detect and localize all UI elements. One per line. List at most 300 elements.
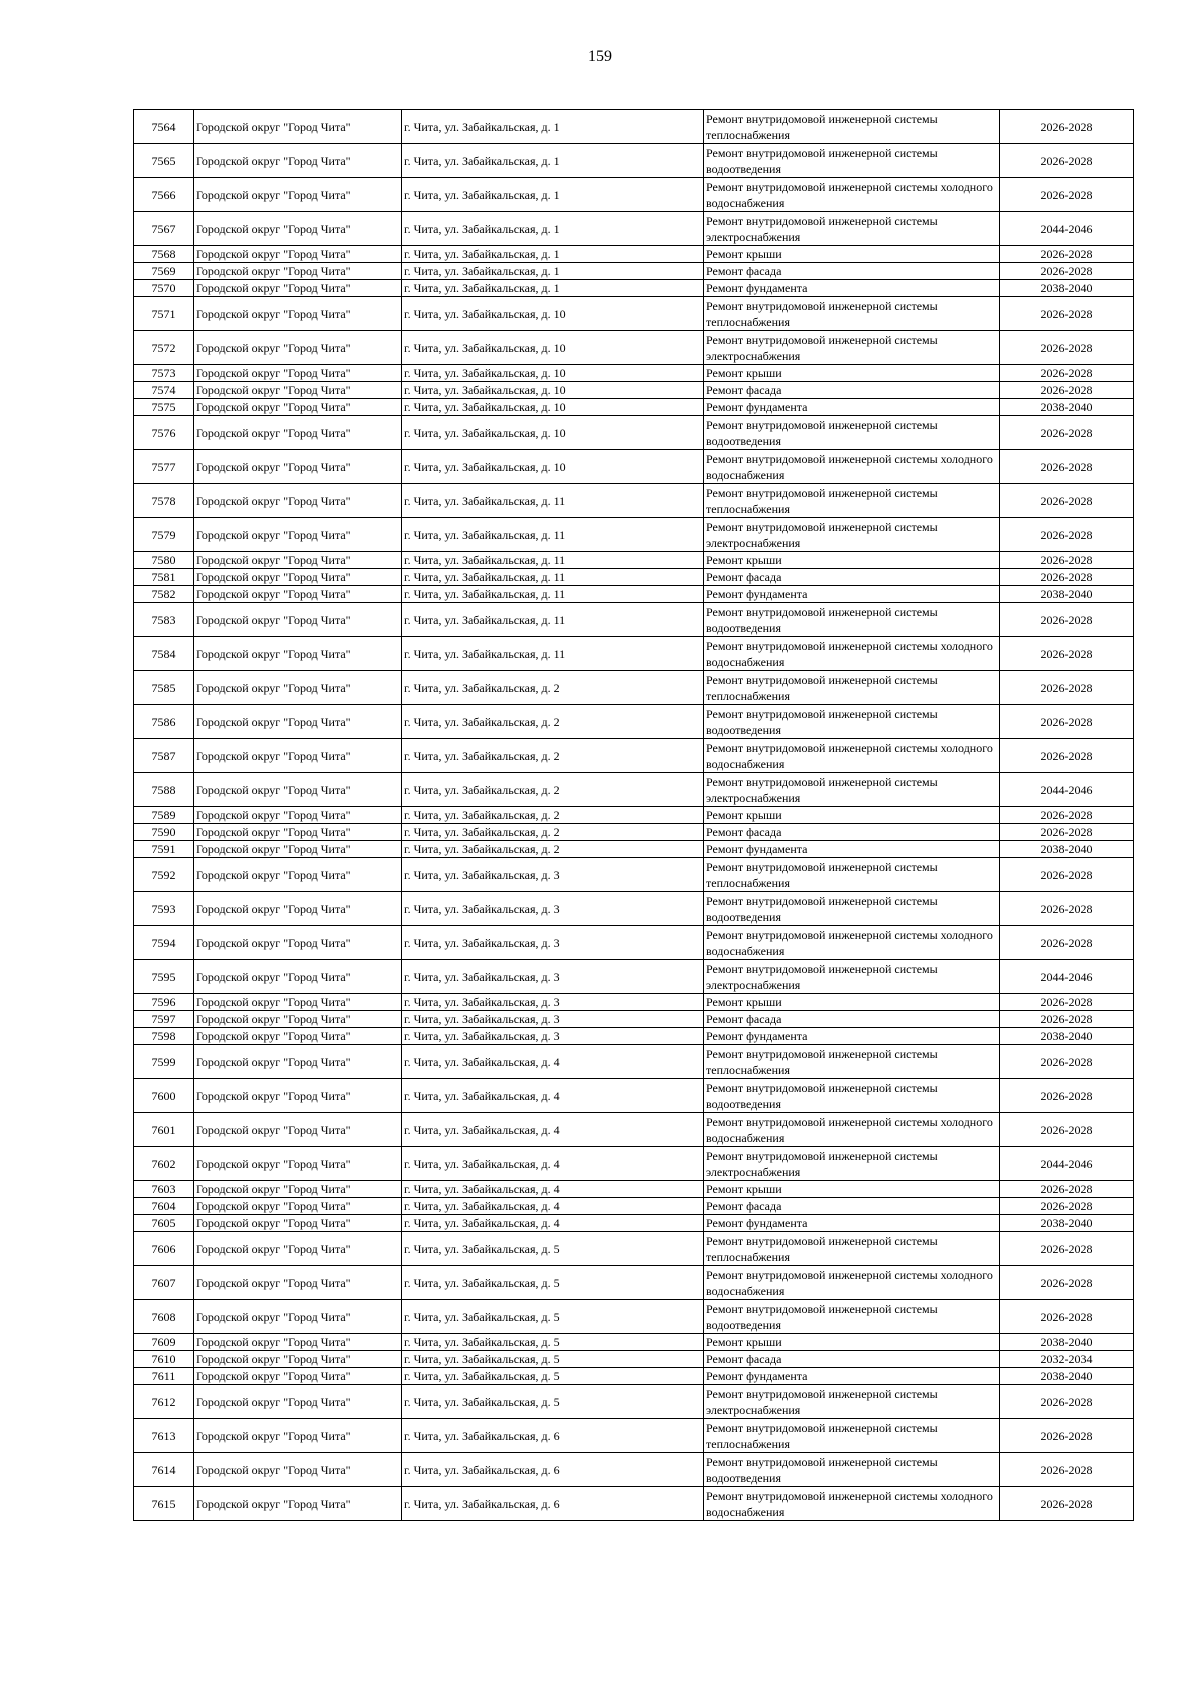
municipality-cell: Городской округ "Город Чита" — [194, 773, 402, 807]
row-number-cell: 7594 — [134, 926, 194, 960]
row-number-cell: 7565 — [134, 144, 194, 178]
row-number-cell: 7607 — [134, 1266, 194, 1300]
table-row — [134, 365, 1134, 382]
municipality-cell: Городской округ "Город Чита" — [194, 144, 402, 178]
municipality-cell: Городской округ "Город Чита" — [194, 263, 402, 280]
period-cell: 2026-2028 — [1000, 1487, 1134, 1521]
address-cell: г. Чита, ул. Забайкальская, д. 4 — [402, 1079, 704, 1113]
row-number-cell: 7610 — [134, 1351, 194, 1368]
municipality-cell: Городской округ "Город Чита" — [194, 1368, 402, 1385]
work-type-cell: Ремонт внутридомовой инженерной системы водоотведения — [704, 1300, 1000, 1334]
address-cell: г. Чита, ул. Забайкальская, д. 2 — [402, 807, 704, 824]
municipality-cell: Городской округ "Город Чита" — [194, 484, 402, 518]
table-row — [134, 841, 1134, 858]
row-number-cell: 7609 — [134, 1334, 194, 1351]
address-cell: г. Чита, ул. Забайкальская, д. 5 — [402, 1368, 704, 1385]
work-type-cell: Ремонт фундамента — [704, 1028, 1000, 1045]
municipality-cell: Городской округ "Город Чита" — [194, 1011, 402, 1028]
period-cell: 2026-2028 — [1000, 1113, 1134, 1147]
address-cell: г. Чита, ул. Забайкальская, д. 3 — [402, 1011, 704, 1028]
row-number-cell: 7596 — [134, 994, 194, 1011]
address-cell: г. Чита, ул. Забайкальская, д. 2 — [402, 773, 704, 807]
table-row — [134, 1198, 1134, 1215]
address-cell: г. Чита, ул. Забайкальская, д. 11 — [402, 484, 704, 518]
address-cell: г. Чита, ул. Забайкальская, д. 1 — [402, 246, 704, 263]
period-cell: 2026-2028 — [1000, 331, 1134, 365]
period-cell: 2026-2028 — [1000, 1198, 1134, 1215]
period-cell: 2038-2040 — [1000, 1368, 1134, 1385]
period-cell: 2038-2040 — [1000, 586, 1134, 603]
period-cell: 2044-2046 — [1000, 212, 1134, 246]
municipality-cell: Городской округ "Город Чита" — [194, 1045, 402, 1079]
address-cell: г. Чита, ул. Забайкальская, д. 5 — [402, 1266, 704, 1300]
municipality-cell: Городской округ "Город Чита" — [194, 671, 402, 705]
table-row — [134, 1487, 1134, 1521]
period-cell: 2026-2028 — [1000, 1419, 1134, 1453]
row-number-cell: 7573 — [134, 365, 194, 382]
work-type-cell: Ремонт фасада — [704, 1351, 1000, 1368]
row-number-cell: 7584 — [134, 637, 194, 671]
municipality-cell: Городской округ "Город Чита" — [194, 382, 402, 399]
table-row — [134, 1028, 1134, 1045]
address-cell: г. Чита, ул. Забайкальская, д. 3 — [402, 892, 704, 926]
work-type-cell: Ремонт фундамента — [704, 1215, 1000, 1232]
row-number-cell: 7579 — [134, 518, 194, 552]
table-row — [134, 212, 1134, 246]
municipality-cell: Городской округ "Город Чита" — [194, 960, 402, 994]
row-number-cell: 7615 — [134, 1487, 194, 1521]
table-row — [134, 280, 1134, 297]
work-type-cell: Ремонт внутридомовой инженерной системы теплоснабжения — [704, 858, 1000, 892]
work-type-cell: Ремонт внутридомовой инженерной системы водоотведения — [704, 1079, 1000, 1113]
work-type-cell: Ремонт внутридомовой инженерной системы электроснабжения — [704, 773, 1000, 807]
municipality-cell: Городской округ "Город Чита" — [194, 705, 402, 739]
work-type-cell: Ремонт крыши — [704, 1334, 1000, 1351]
work-type-cell: Ремонт фундамента — [704, 841, 1000, 858]
work-type-cell: Ремонт крыши — [704, 807, 1000, 824]
row-number-cell: 7581 — [134, 569, 194, 586]
work-type-cell: Ремонт внутридомовой инженерной системы водоотведения — [704, 603, 1000, 637]
row-number-cell: 7604 — [134, 1198, 194, 1215]
table-row — [134, 178, 1134, 212]
table-row — [134, 1385, 1134, 1419]
period-cell: 2038-2040 — [1000, 1215, 1134, 1232]
municipality-cell: Городской округ "Город Чита" — [194, 807, 402, 824]
table-row — [134, 382, 1134, 399]
table-row — [134, 1300, 1134, 1334]
period-cell: 2032-2034 — [1000, 1351, 1134, 1368]
table-row — [134, 1232, 1134, 1266]
table-row — [134, 1334, 1134, 1351]
address-cell: г. Чита, ул. Забайкальская, д. 11 — [402, 586, 704, 603]
row-number-cell: 7614 — [134, 1453, 194, 1487]
period-cell: 2026-2028 — [1000, 926, 1134, 960]
table-row — [134, 246, 1134, 263]
municipality-cell: Городской округ "Город Чита" — [194, 841, 402, 858]
table-row — [134, 824, 1134, 841]
municipality-cell: Городской округ "Город Чита" — [194, 858, 402, 892]
table-row — [134, 1181, 1134, 1198]
work-type-cell: Ремонт внутридомовой инженерной системы холодного водоснабжения — [704, 1487, 1000, 1521]
work-type-cell: Ремонт внутридомовой инженерной системы электроснабжения — [704, 1147, 1000, 1181]
municipality-cell: Городской округ "Город Чита" — [194, 1181, 402, 1198]
row-number-cell: 7602 — [134, 1147, 194, 1181]
period-cell: 2026-2028 — [1000, 1232, 1134, 1266]
table-row — [134, 1419, 1134, 1453]
row-number-cell: 7603 — [134, 1181, 194, 1198]
period-cell: 2038-2040 — [1000, 280, 1134, 297]
period-cell: 2026-2028 — [1000, 824, 1134, 841]
work-type-cell: Ремонт внутридомовой инженерной системы теплоснабжения — [704, 671, 1000, 705]
row-number-cell: 7568 — [134, 246, 194, 263]
table-row — [134, 416, 1134, 450]
address-cell: г. Чита, ул. Забайкальская, д. 4 — [402, 1113, 704, 1147]
period-cell: 2026-2028 — [1000, 382, 1134, 399]
work-type-cell: Ремонт внутридомовой инженерной системы электроснабжения — [704, 960, 1000, 994]
address-cell: г. Чита, ул. Забайкальская, д. 3 — [402, 926, 704, 960]
row-number-cell: 7575 — [134, 399, 194, 416]
row-number-cell: 7611 — [134, 1368, 194, 1385]
row-number-cell: 7605 — [134, 1215, 194, 1232]
address-cell: г. Чита, ул. Забайкальская, д. 6 — [402, 1453, 704, 1487]
address-cell: г. Чита, ул. Забайкальская, д. 11 — [402, 637, 704, 671]
period-cell: 2026-2028 — [1000, 739, 1134, 773]
work-type-cell: Ремонт фасада — [704, 824, 1000, 841]
period-cell: 2038-2040 — [1000, 399, 1134, 416]
period-cell: 2044-2046 — [1000, 773, 1134, 807]
work-type-cell: Ремонт внутридомовой инженерной системы теплоснабжения — [704, 484, 1000, 518]
row-number-cell: 7566 — [134, 178, 194, 212]
municipality-cell: Городской округ "Город Чита" — [194, 331, 402, 365]
address-cell: г. Чита, ул. Забайкальская, д. 11 — [402, 518, 704, 552]
work-type-cell: Ремонт фасада — [704, 569, 1000, 586]
row-number-cell: 7590 — [134, 824, 194, 841]
address-cell: г. Чита, ул. Забайкальская, д. 10 — [402, 382, 704, 399]
period-cell: 2026-2028 — [1000, 1266, 1134, 1300]
row-number-cell: 7570 — [134, 280, 194, 297]
work-type-cell: Ремонт крыши — [704, 994, 1000, 1011]
period-cell: 2038-2040 — [1000, 841, 1134, 858]
table-row — [134, 994, 1134, 1011]
address-cell: г. Чита, ул. Забайкальская, д. 10 — [402, 450, 704, 484]
address-cell: г. Чита, ул. Забайкальская, д. 10 — [402, 331, 704, 365]
period-cell: 2026-2028 — [1000, 807, 1134, 824]
period-cell: 2026-2028 — [1000, 144, 1134, 178]
period-cell: 2026-2028 — [1000, 569, 1134, 586]
work-type-cell: Ремонт внутридомовой инженерной системы холодного водоснабжения — [704, 450, 1000, 484]
municipality-cell: Городской округ "Город Чита" — [194, 1334, 402, 1351]
period-cell: 2026-2028 — [1000, 994, 1134, 1011]
row-number-cell: 7601 — [134, 1113, 194, 1147]
period-cell: 2026-2028 — [1000, 637, 1134, 671]
period-cell: 2026-2028 — [1000, 892, 1134, 926]
row-number-cell: 7608 — [134, 1300, 194, 1334]
period-cell: 2044-2046 — [1000, 1147, 1134, 1181]
row-number-cell: 7576 — [134, 416, 194, 450]
work-type-cell: Ремонт внутридомовой инженерной системы холодного водоснабжения — [704, 926, 1000, 960]
address-cell: г. Чита, ул. Забайкальская, д. 4 — [402, 1147, 704, 1181]
work-type-cell: Ремонт крыши — [704, 246, 1000, 263]
address-cell: г. Чита, ул. Забайкальская, д. 2 — [402, 671, 704, 705]
work-type-cell: Ремонт крыши — [704, 552, 1000, 569]
table-row — [134, 263, 1134, 280]
municipality-cell: Городской округ "Город Чита" — [194, 603, 402, 637]
period-cell: 2026-2028 — [1000, 297, 1134, 331]
work-type-cell: Ремонт внутридомовой инженерной системы водоотведения — [704, 892, 1000, 926]
period-cell: 2026-2028 — [1000, 858, 1134, 892]
row-number-cell: 7588 — [134, 773, 194, 807]
row-number-cell: 7564 — [134, 110, 194, 144]
address-cell: г. Чита, ул. Забайкальская, д. 3 — [402, 994, 704, 1011]
table-row — [134, 110, 1134, 144]
row-number-cell: 7593 — [134, 892, 194, 926]
table-row — [134, 1113, 1134, 1147]
row-number-cell: 7592 — [134, 858, 194, 892]
municipality-cell: Городской округ "Город Чита" — [194, 450, 402, 484]
period-cell: 2044-2046 — [1000, 960, 1134, 994]
row-number-cell: 7597 — [134, 1011, 194, 1028]
municipality-cell: Городской округ "Город Чита" — [194, 1232, 402, 1266]
address-cell: г. Чита, ул. Забайкальская, д. 1 — [402, 212, 704, 246]
municipality-cell: Городской округ "Город Чита" — [194, 994, 402, 1011]
municipality-cell: Городской округ "Город Чита" — [194, 518, 402, 552]
address-cell: г. Чита, ул. Забайкальская, д. 4 — [402, 1215, 704, 1232]
municipality-cell: Городской округ "Город Чита" — [194, 1487, 402, 1521]
row-number-cell: 7591 — [134, 841, 194, 858]
municipality-cell: Городской округ "Город Чита" — [194, 824, 402, 841]
period-cell: 2026-2028 — [1000, 705, 1134, 739]
address-cell: г. Чита, ул. Забайкальская, д. 10 — [402, 297, 704, 331]
work-type-cell: Ремонт фасада — [704, 1198, 1000, 1215]
municipality-cell: Городской округ "Город Чита" — [194, 1113, 402, 1147]
period-cell: 2026-2028 — [1000, 671, 1134, 705]
municipality-cell: Городской округ "Город Чита" — [194, 1079, 402, 1113]
address-cell: г. Чита, ул. Забайкальская, д. 10 — [402, 416, 704, 450]
work-type-cell: Ремонт внутридомовой инженерной системы водоотведения — [704, 416, 1000, 450]
address-cell: г. Чита, ул. Забайкальская, д. 6 — [402, 1487, 704, 1521]
table-row — [134, 1368, 1134, 1385]
table-row — [134, 297, 1134, 331]
municipality-cell: Городской округ "Город Чита" — [194, 1300, 402, 1334]
address-cell: г. Чита, ул. Забайкальская, д. 5 — [402, 1232, 704, 1266]
municipality-cell: Городской округ "Город Чита" — [194, 110, 402, 144]
table-row — [134, 399, 1134, 416]
row-number-cell: 7613 — [134, 1419, 194, 1453]
row-number-cell: 7569 — [134, 263, 194, 280]
municipality-cell: Городской округ "Город Чита" — [194, 586, 402, 603]
municipality-cell: Городской округ "Город Чита" — [194, 280, 402, 297]
address-cell: г. Чита, ул. Забайкальская, д. 4 — [402, 1198, 704, 1215]
address-cell: г. Чита, ул. Забайкальская, д. 5 — [402, 1351, 704, 1368]
address-cell: г. Чита, ул. Забайкальская, д. 6 — [402, 1419, 704, 1453]
table-row — [134, 892, 1134, 926]
work-type-cell: Ремонт внутридомовой инженерной системы водоотведения — [704, 144, 1000, 178]
address-cell: г. Чита, ул. Забайкальская, д. 5 — [402, 1300, 704, 1334]
row-number-cell: 7577 — [134, 450, 194, 484]
municipality-cell: Городской округ "Город Чита" — [194, 416, 402, 450]
row-number-cell: 7574 — [134, 382, 194, 399]
municipality-cell: Городской округ "Город Чита" — [194, 1453, 402, 1487]
period-cell: 2026-2028 — [1000, 450, 1134, 484]
work-type-cell: Ремонт внутридомовой инженерной системы холодного водоснабжения — [704, 637, 1000, 671]
work-type-cell: Ремонт внутридомовой инженерной системы теплоснабжения — [704, 297, 1000, 331]
period-cell: 2026-2028 — [1000, 110, 1134, 144]
municipality-cell: Городской округ "Город Чита" — [194, 1266, 402, 1300]
table-row — [134, 1079, 1134, 1113]
period-cell: 2026-2028 — [1000, 484, 1134, 518]
table-row — [134, 739, 1134, 773]
table-row — [134, 552, 1134, 569]
table-row — [134, 926, 1134, 960]
table-row — [134, 1215, 1134, 1232]
table-row — [134, 450, 1134, 484]
row-number-cell: 7598 — [134, 1028, 194, 1045]
table-body — [134, 110, 1134, 1521]
period-cell: 2026-2028 — [1000, 365, 1134, 382]
period-cell: 2026-2028 — [1000, 263, 1134, 280]
table-row — [134, 637, 1134, 671]
period-cell: 2026-2028 — [1000, 518, 1134, 552]
municipality-cell: Городской округ "Город Чита" — [194, 739, 402, 773]
table-row — [134, 1045, 1134, 1079]
work-type-cell: Ремонт фасада — [704, 1011, 1000, 1028]
period-cell: 2026-2028 — [1000, 1453, 1134, 1487]
address-cell: г. Чита, ул. Забайкальская, д. 5 — [402, 1385, 704, 1419]
municipality-cell: Городской округ "Город Чита" — [194, 1028, 402, 1045]
work-type-cell: Ремонт внутридомовой инженерной системы водоотведения — [704, 1453, 1000, 1487]
municipality-cell: Городской округ "Город Чита" — [194, 892, 402, 926]
work-type-cell: Ремонт внутридомовой инженерной системы теплоснабжения — [704, 1232, 1000, 1266]
municipality-cell: Городской округ "Город Чита" — [194, 569, 402, 586]
work-type-cell: Ремонт внутридомовой инженерной системы водоотведения — [704, 705, 1000, 739]
period-cell: 2026-2028 — [1000, 603, 1134, 637]
table-row — [134, 1266, 1134, 1300]
address-cell: г. Чита, ул. Забайкальская, д. 10 — [402, 365, 704, 382]
row-number-cell: 7586 — [134, 705, 194, 739]
work-type-cell: Ремонт крыши — [704, 1181, 1000, 1198]
municipality-cell: Городской округ "Город Чита" — [194, 552, 402, 569]
table-row — [134, 484, 1134, 518]
row-number-cell: 7578 — [134, 484, 194, 518]
address-cell: г. Чита, ул. Забайкальская, д. 11 — [402, 603, 704, 637]
work-type-cell: Ремонт крыши — [704, 365, 1000, 382]
work-type-cell: Ремонт внутридомовой инженерной системы теплоснабжения — [704, 110, 1000, 144]
work-type-cell: Ремонт внутридомовой инженерной системы электроснабжения — [704, 212, 1000, 246]
table-row — [134, 858, 1134, 892]
period-cell: 2026-2028 — [1000, 552, 1134, 569]
municipality-cell: Городской округ "Город Чита" — [194, 1351, 402, 1368]
table-row — [134, 1147, 1134, 1181]
row-number-cell: 7606 — [134, 1232, 194, 1266]
period-cell: 2026-2028 — [1000, 1045, 1134, 1079]
row-number-cell: 7587 — [134, 739, 194, 773]
work-type-cell: Ремонт внутридомовой инженерной системы электроснабжения — [704, 518, 1000, 552]
period-cell: 2038-2040 — [1000, 1334, 1134, 1351]
table-row — [134, 331, 1134, 365]
table-row — [134, 960, 1134, 994]
table-row — [134, 807, 1134, 824]
address-cell: г. Чита, ул. Забайкальская, д. 4 — [402, 1181, 704, 1198]
address-cell: г. Чита, ул. Забайкальская, д. 10 — [402, 399, 704, 416]
row-number-cell: 7585 — [134, 671, 194, 705]
address-cell: г. Чита, ул. Забайкальская, д. 4 — [402, 1045, 704, 1079]
address-cell: г. Чита, ул. Забайкальская, д. 2 — [402, 705, 704, 739]
municipality-cell: Городской округ "Город Чита" — [194, 637, 402, 671]
table-row — [134, 586, 1134, 603]
municipality-cell: Городской округ "Город Чита" — [194, 1147, 402, 1181]
period-cell: 2026-2028 — [1000, 178, 1134, 212]
work-type-cell: Ремонт внутридомовой инженерной системы холодного водоснабжения — [704, 739, 1000, 773]
municipality-cell: Городской округ "Город Чита" — [194, 926, 402, 960]
work-type-cell: Ремонт внутридомовой инженерной системы холодного водоснабжения — [704, 1113, 1000, 1147]
municipality-cell: Городской округ "Город Чита" — [194, 297, 402, 331]
period-cell: 2026-2028 — [1000, 246, 1134, 263]
address-cell: г. Чита, ул. Забайкальская, д. 3 — [402, 858, 704, 892]
work-type-cell: Ремонт внутридомовой инженерной системы холодного водоснабжения — [704, 178, 1000, 212]
address-cell: г. Чита, ул. Забайкальская, д. 11 — [402, 552, 704, 569]
address-cell: г. Чита, ул. Забайкальская, д. 3 — [402, 1028, 704, 1045]
work-type-cell: Ремонт фундамента — [704, 399, 1000, 416]
work-type-cell: Ремонт внутридомовой инженерной системы электроснабжения — [704, 1385, 1000, 1419]
period-cell: 2026-2028 — [1000, 1011, 1134, 1028]
address-cell: г. Чита, ул. Забайкальская, д. 3 — [402, 960, 704, 994]
address-cell: г. Чита, ул. Забайкальская, д. 2 — [402, 739, 704, 773]
period-cell: 2026-2028 — [1000, 1385, 1134, 1419]
page-number: 159 — [588, 48, 612, 65]
address-cell: г. Чита, ул. Забайкальская, д. 1 — [402, 144, 704, 178]
period-cell: 2038-2040 — [1000, 1028, 1134, 1045]
table-row — [134, 1453, 1134, 1487]
work-type-cell: Ремонт фасада — [704, 263, 1000, 280]
municipality-cell: Городской округ "Город Чита" — [194, 1198, 402, 1215]
work-type-cell: Ремонт внутридомовой инженерной системы холодного водоснабжения — [704, 1266, 1000, 1300]
address-cell: г. Чита, ул. Забайкальская, д. 11 — [402, 569, 704, 586]
municipality-cell: Городской округ "Город Чита" — [194, 1419, 402, 1453]
work-type-cell: Ремонт внутридомовой инженерной системы электроснабжения — [704, 331, 1000, 365]
municipality-cell: Городской округ "Город Чита" — [194, 365, 402, 382]
table-row — [134, 603, 1134, 637]
municipality-cell: Городской округ "Город Чита" — [194, 178, 402, 212]
work-type-cell: Ремонт фундамента — [704, 586, 1000, 603]
work-type-cell: Ремонт фундамента — [704, 1368, 1000, 1385]
row-number-cell: 7589 — [134, 807, 194, 824]
row-number-cell: 7612 — [134, 1385, 194, 1419]
work-type-cell: Ремонт внутридомовой инженерной системы теплоснабжения — [704, 1419, 1000, 1453]
table-row — [134, 518, 1134, 552]
row-number-cell: 7595 — [134, 960, 194, 994]
row-number-cell: 7567 — [134, 212, 194, 246]
work-type-cell: Ремонт фасада — [704, 382, 1000, 399]
row-number-cell: 7583 — [134, 603, 194, 637]
municipality-cell: Городской округ "Город Чита" — [194, 399, 402, 416]
address-cell: г. Чита, ул. Забайкальская, д. 5 — [402, 1334, 704, 1351]
period-cell: 2026-2028 — [1000, 1300, 1134, 1334]
work-type-cell: Ремонт фундамента — [704, 280, 1000, 297]
row-number-cell: 7572 — [134, 331, 194, 365]
table-row — [134, 705, 1134, 739]
work-type-cell: Ремонт внутридомовой инженерной системы теплоснабжения — [704, 1045, 1000, 1079]
table-row — [134, 671, 1134, 705]
period-cell: 2026-2028 — [1000, 1079, 1134, 1113]
row-number-cell: 7600 — [134, 1079, 194, 1113]
table-row — [134, 144, 1134, 178]
repair-schedule-table — [133, 109, 1134, 1521]
table-row — [134, 569, 1134, 586]
table-row — [134, 1351, 1134, 1368]
address-cell: г. Чита, ул. Забайкальская, д. 2 — [402, 824, 704, 841]
municipality-cell: Городской округ "Город Чита" — [194, 246, 402, 263]
address-cell: г. Чита, ул. Забайкальская, д. 1 — [402, 110, 704, 144]
